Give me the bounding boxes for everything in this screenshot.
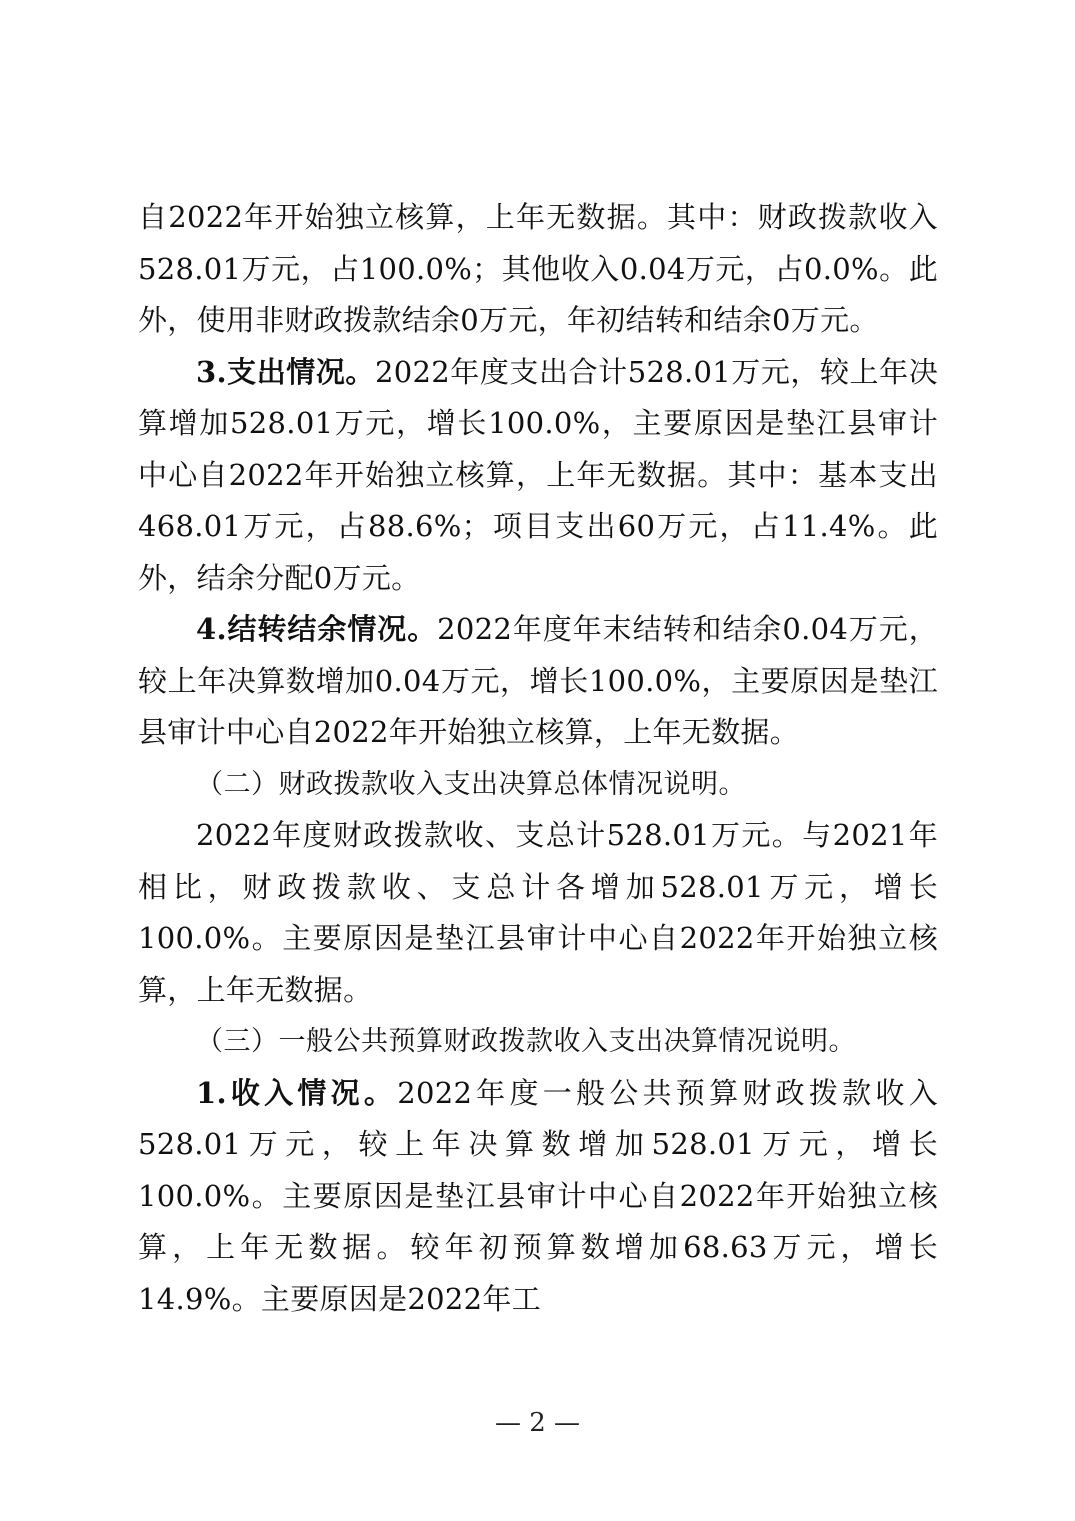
paragraph-text: 2022年度支出合计528.01万元，较上年决算增加528.01万元，增长100.0%，主要原因是垫江县审计中心自2022年开始独立核算，上年无数据。其中：基本支出468.01万元，占88.6%；项目支出60万元，占11.4%。此外，结余分配0万元。 (138, 354, 938, 595)
paragraph-balance (138, 604, 938, 759)
paragraph-text: 2022年度年末结转和结余0.04万元，较上年决算数增加0.04万元，增长100.0%，主要原因是垫江县审计中心自2022年开始独立核算，上年无数据。 (138, 612, 938, 749)
body-text (138, 192, 938, 1325)
paragraph-general-income (138, 1068, 938, 1326)
paragraph-text: 自2022年开始独立核算，上年无数据。其中：财政拨款收入528.01万元，占100.0%；其他收入0.04万元，占0.0%。此外，使用非财政拨款结余0万元，年初结转和结余0万元。 (138, 200, 938, 337)
paragraph-fiscal-total (138, 810, 938, 1016)
paragraph-lead: 4.结转结余情况。 (196, 612, 438, 646)
paragraph-expenditure (138, 347, 938, 605)
paragraph-text: 2022年度财政拨款收、支总计528.01万元。与2021年相比，财政拨款收、支总计各增加528.01万元，增长100.0%。主要原因是垫江县审计中心自2022年开始独立核算，上年无数据。 (138, 818, 938, 1007)
paragraph-income-continued (138, 192, 938, 347)
paragraph-text: 2022年度一般公共预算财政拨款收入528.01万元，较上年决算数增加528.01万元，增长100.0%。主要原因是垫江县审计中心自2022年开始独立核算，上年无数据。较年初预算数增加68.63万元，增长14.9%。主要原因是2022年工 (138, 1075, 938, 1316)
section-heading-3: （三）一般公共预算财政拨款收入支出决算情况说明。 (196, 1026, 856, 1057)
page-number: — 2 — (494, 1408, 581, 1438)
section-heading-2: （二）财政拨款收入支出决算总体情况说明。 (196, 768, 746, 800)
paragraph-lead: 1.收入情况。 (196, 1075, 398, 1110)
paragraph-lead: 3.支出情况。 (196, 354, 376, 389)
